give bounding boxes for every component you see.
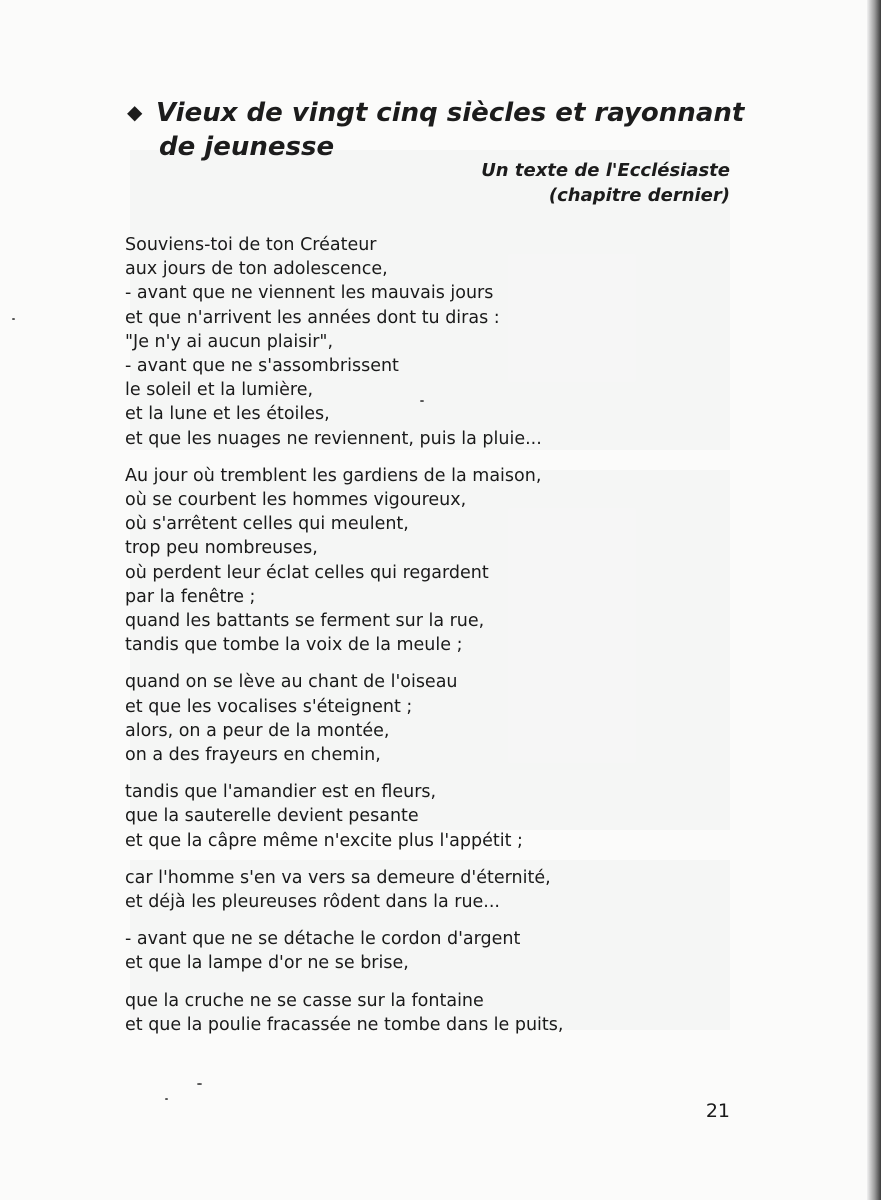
poem-line: aux jours de ton adolescence, — [125, 259, 388, 280]
poem-line: que la cruche ne se casse sur la fontaine — [125, 990, 484, 1011]
poem-stanza — [125, 927, 745, 975]
poem-stanza — [125, 866, 745, 914]
poem-line: alors, on a peur de la montée, — [125, 720, 390, 741]
poem-line: et que les vocalises s'éteignent ; — [125, 696, 413, 717]
poem-stanza — [125, 233, 745, 451]
poem-line: - avant que ne s'assombrissent — [125, 356, 399, 377]
poem-line: car l'homme s'en va vers sa demeure d'éternité, — [125, 867, 551, 888]
poem-line: quand on se lève au chant de l'oiseau — [125, 672, 458, 693]
poem-body — [125, 233, 745, 1037]
poem-line: tandis que l'amandier est en fleurs, — [125, 782, 437, 803]
diamond-bullet-icon: ◆ — [127, 100, 143, 124]
poem-line: et déjà les pleureuses rôdent dans la rue... — [125, 892, 500, 913]
poem-stanza — [125, 670, 745, 767]
poem-line: le soleil et la lumière, — [125, 380, 314, 401]
scan-speck — [12, 318, 15, 320]
poem-line: où perdent leur éclat celles qui regardent — [125, 562, 489, 583]
poem-line: que la sauterelle devient pesante — [125, 806, 419, 827]
poem-line: et que la lampe d'or ne se brise, — [125, 953, 409, 974]
poem-line: on a des frayeurs en chemin, — [125, 745, 381, 766]
source-attribution — [400, 158, 730, 208]
poem-line: par la fenêtre ; — [125, 586, 256, 607]
poem-line: et que la poulie fracassée ne tombe dans le puits, — [125, 1014, 564, 1035]
poem-line: - avant que ne se détache le cordon d'argent — [125, 929, 521, 950]
page-number: 21 — [705, 1100, 730, 1122]
scan-speck — [420, 400, 424, 402]
poem-line: "Je n'y ai aucun plaisir", — [125, 331, 334, 352]
poem-line: et que la câpre même n'excite plus l'appétit ; — [125, 830, 523, 851]
poem-line: trop peu nombreuses, — [125, 538, 318, 559]
poem-line: - avant que ne viennent les mauvais jours — [125, 283, 494, 304]
heading-line-1: Vieux de vingt cinq siècles et rayonnant — [156, 98, 745, 128]
poem-stanza — [125, 464, 745, 658]
poem-stanza — [125, 989, 745, 1037]
poem-line: quand les battants se ferment sur la rue, — [125, 611, 485, 632]
poem-line: et que les nuages ne reviennent, puis la pluie... — [125, 428, 542, 449]
poem-line: tandis que tombe la voix de la meule ; — [125, 635, 463, 656]
poem-line: et la lune et les étoiles, — [125, 404, 330, 425]
heading-line-2: de jeunesse — [159, 132, 335, 162]
poem-line: où se courbent les hommes vigoureux, — [125, 490, 467, 511]
attribution-line-1: Un texte de l'Ecclésiaste — [481, 160, 730, 181]
poem-line: où s'arrêtent celles qui meulent, — [125, 514, 409, 535]
poem-line: et que n'arrivent les années dont tu diras : — [125, 307, 500, 328]
poem-line: Au jour où tremblent les gardiens de la maison, — [125, 465, 542, 486]
scan-speck — [197, 1083, 202, 1085]
poem-stanza — [125, 780, 745, 853]
article-heading — [127, 95, 747, 164]
poem-line: Souviens-toi de ton Créateur — [125, 235, 377, 255]
scan-speck — [165, 1098, 168, 1100]
attribution-line-2: (chapitre dernier) — [548, 185, 730, 206]
